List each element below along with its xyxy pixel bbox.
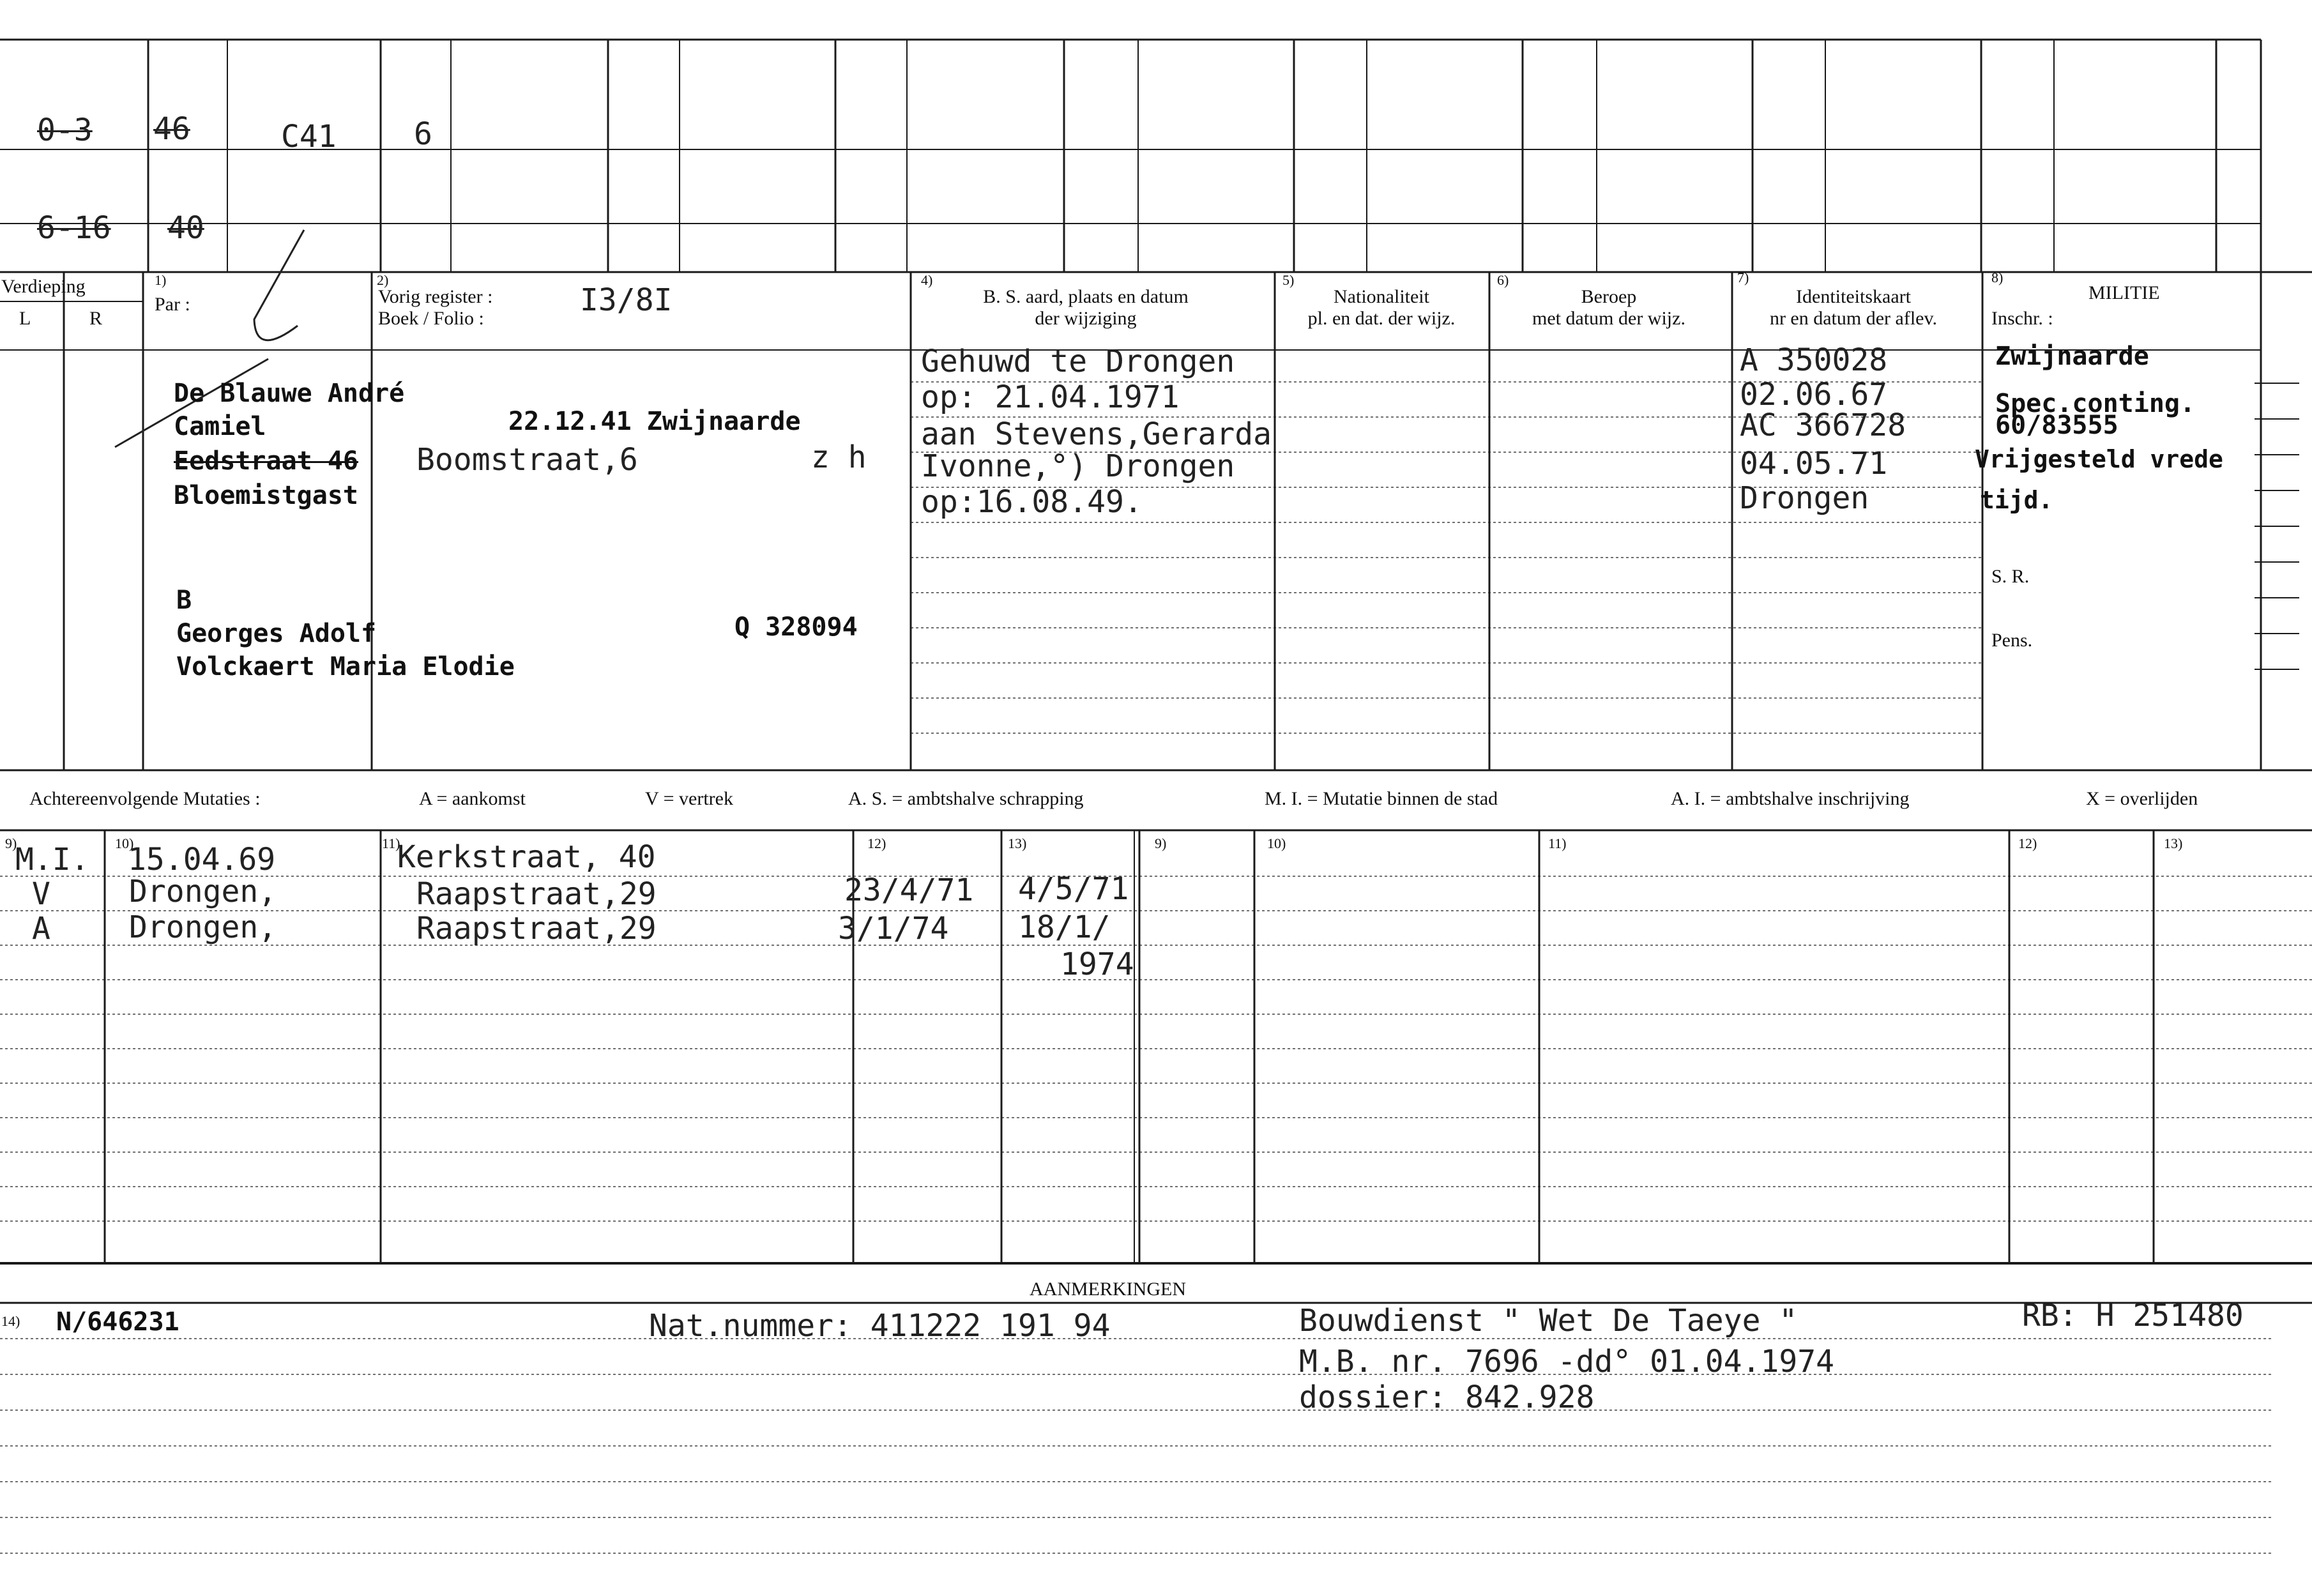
remarks-nat-nummer: Nat.nummer: 411222 191 94 bbox=[649, 1308, 1111, 1344]
top-old-number: 46 bbox=[153, 111, 190, 147]
militia-sr-label: S. R. bbox=[1991, 566, 2030, 587]
legend-inschrijving: A. I. = ambtshalve inschrijving bbox=[1671, 788, 1910, 809]
vorig-register-label: Vorig register : bbox=[378, 286, 493, 307]
top-old-code: 0-3 bbox=[37, 112, 93, 148]
remarks-num: 14) bbox=[1, 1313, 20, 1329]
identiteitskaart-header-line2: nr en datum der aflev. bbox=[1769, 308, 1938, 329]
mutation-col12: 3/1/74 bbox=[838, 911, 949, 946]
civil-status-line: Gehuwd te Drongen bbox=[921, 344, 1235, 379]
top-old-number-2: 40 bbox=[167, 210, 204, 246]
person-address: Boomstraat,6 bbox=[416, 442, 638, 478]
militia-pens-label: Pens. bbox=[1991, 630, 2033, 651]
mutation-type: V bbox=[32, 876, 50, 912]
legend-overlijden: X = overlijden bbox=[2086, 788, 2198, 809]
militia-status-2: tijd. bbox=[1980, 486, 2053, 514]
legend-schrapping: A. S. = ambtshalve schrapping bbox=[848, 788, 1084, 809]
mutation-col-num: 12) bbox=[867, 835, 886, 851]
mutation-col-num: 13) bbox=[2164, 835, 2183, 851]
mutation-address: Raapstraat,29 bbox=[416, 876, 657, 912]
top-old-code-2: 6-16 bbox=[37, 210, 111, 246]
person-birth: 22.12.41 Zwijnaarde bbox=[508, 407, 801, 436]
mutation-date: Drongen, bbox=[129, 909, 277, 945]
remarks-dossier: dossier: 842.928 bbox=[1299, 1379, 1595, 1415]
mutation-col-num: 9) bbox=[5, 835, 17, 851]
mutation-address: Kerkstraat, 40 bbox=[397, 839, 656, 875]
col4-num: 4) bbox=[921, 272, 933, 288]
remarks-title: AANMERKINGEN bbox=[1030, 1279, 1186, 1300]
mutation-type: A bbox=[32, 911, 50, 946]
col6-num: 6) bbox=[1497, 272, 1509, 288]
militia-spec: Spec.conting. bbox=[1995, 389, 2196, 418]
mutation-type: M.I. bbox=[15, 842, 89, 878]
identity-line: 02.06.67 bbox=[1740, 377, 1888, 413]
identiteitskaart-header-line1: Identiteitskaart bbox=[1796, 286, 1911, 307]
legend-vertrek: V = vertrek bbox=[645, 788, 733, 809]
col8-num: 8) bbox=[1991, 270, 2004, 285]
legend-aankomst: A = aankomst bbox=[419, 788, 526, 809]
mutation-col13: 1974 bbox=[1060, 946, 1134, 982]
mutation-col-num: 11) bbox=[1548, 835, 1567, 851]
civil-status-line: op:16.08.49. bbox=[921, 484, 1143, 520]
vorig-register-value: I3/8I bbox=[580, 282, 673, 318]
col5-num: 5) bbox=[1282, 272, 1295, 288]
civil-status-line: Ivonne,°) Drongen bbox=[921, 448, 1235, 484]
mutation-date: 15.04.69 bbox=[128, 842, 276, 878]
militia-status-1: Vrijgesteld vrede bbox=[1975, 445, 2223, 473]
top-code: C41 bbox=[281, 119, 337, 155]
father-name: Georges Adolf bbox=[176, 619, 377, 648]
parents-label: B bbox=[176, 586, 192, 615]
col7-num: 7) bbox=[1737, 270, 1749, 285]
mutation-col13: 18/1/ bbox=[1018, 909, 1111, 945]
remarks-rb: RB: H 251480 bbox=[2022, 1298, 2244, 1334]
person-occupation: Bloemistgast bbox=[174, 481, 358, 510]
mutation-col-num: 10) bbox=[1267, 835, 1286, 851]
verdieping-label: Verdieping bbox=[1, 276, 86, 297]
remarks-ref: N/646231 bbox=[56, 1307, 179, 1337]
person-old-address: Eedstraat 46 bbox=[174, 446, 358, 476]
mutation-date: Drongen, bbox=[129, 874, 277, 909]
mutation-col-num: 10) bbox=[115, 835, 134, 851]
mutation-col-num: 13) bbox=[1008, 835, 1027, 851]
militia-number: 60/83555 bbox=[1995, 411, 2118, 440]
person-name-2: Camiel bbox=[174, 412, 266, 441]
nationaliteit-header-line2: pl. en dat. der wijz. bbox=[1307, 308, 1456, 329]
mutation-col13: 4/5/71 bbox=[1018, 871, 1129, 907]
par-label: Par : bbox=[155, 294, 190, 315]
remarks-bouwdienst: Bouwdienst " Wet De Taeye " bbox=[1299, 1303, 1798, 1339]
mutations-legend-title: Achtereenvolgende Mutaties : bbox=[29, 788, 261, 809]
militie-header: MILITIE bbox=[2088, 282, 2160, 303]
identity-line: AC 366728 bbox=[1740, 407, 1906, 443]
col2-num: 2) bbox=[377, 272, 389, 288]
beroep-header-line1: Beroep bbox=[1581, 286, 1637, 307]
civil-status-line: op: 21.04.1971 bbox=[921, 379, 1180, 415]
person-sex: z h bbox=[811, 439, 867, 475]
nationaliteit-header-line1: Nationaliteit bbox=[1334, 286, 1429, 307]
militia-place: Zwijnaarde bbox=[1995, 342, 2149, 371]
father-ref: Q 328094 bbox=[734, 612, 858, 642]
mutation-col12: 23/4/71 bbox=[844, 872, 974, 908]
mutation-col-num: 9) bbox=[1155, 835, 1167, 851]
person-name-1: De Blauwe André bbox=[174, 379, 405, 408]
remarks-mb: M.B. nr. 7696 -dd° 01.04.1974 bbox=[1299, 1344, 1835, 1379]
civil-status-line: aan Stevens,Gerarda bbox=[921, 416, 1272, 452]
top-number: 6 bbox=[414, 116, 432, 152]
mutation-address: Raapstraat,29 bbox=[416, 911, 657, 946]
inschr-label: Inschr. : bbox=[1991, 308, 2053, 329]
identity-line: A 350028 bbox=[1740, 342, 1888, 378]
verdieping-l: L bbox=[19, 308, 31, 329]
verdieping-r: R bbox=[89, 308, 103, 329]
bs-header-line1: B. S. aard, plaats en datum bbox=[983, 286, 1189, 307]
mutation-col-num: 11) bbox=[382, 835, 400, 851]
mother-name: Volckaert Maria Elodie bbox=[176, 652, 515, 681]
bs-header-line2: der wijziging bbox=[1035, 308, 1137, 329]
beroep-header-line2: met datum der wijz. bbox=[1532, 308, 1685, 329]
boek-folio-label: Boek / Folio : bbox=[378, 308, 484, 329]
identity-line: Drongen bbox=[1740, 480, 1869, 516]
mutation-col-num: 12) bbox=[2018, 835, 2037, 851]
legend-mutatie: M. I. = Mutatie binnen de stad bbox=[1265, 788, 1498, 809]
identity-line: 04.05.71 bbox=[1740, 446, 1888, 482]
col1-num: 1) bbox=[155, 272, 167, 288]
